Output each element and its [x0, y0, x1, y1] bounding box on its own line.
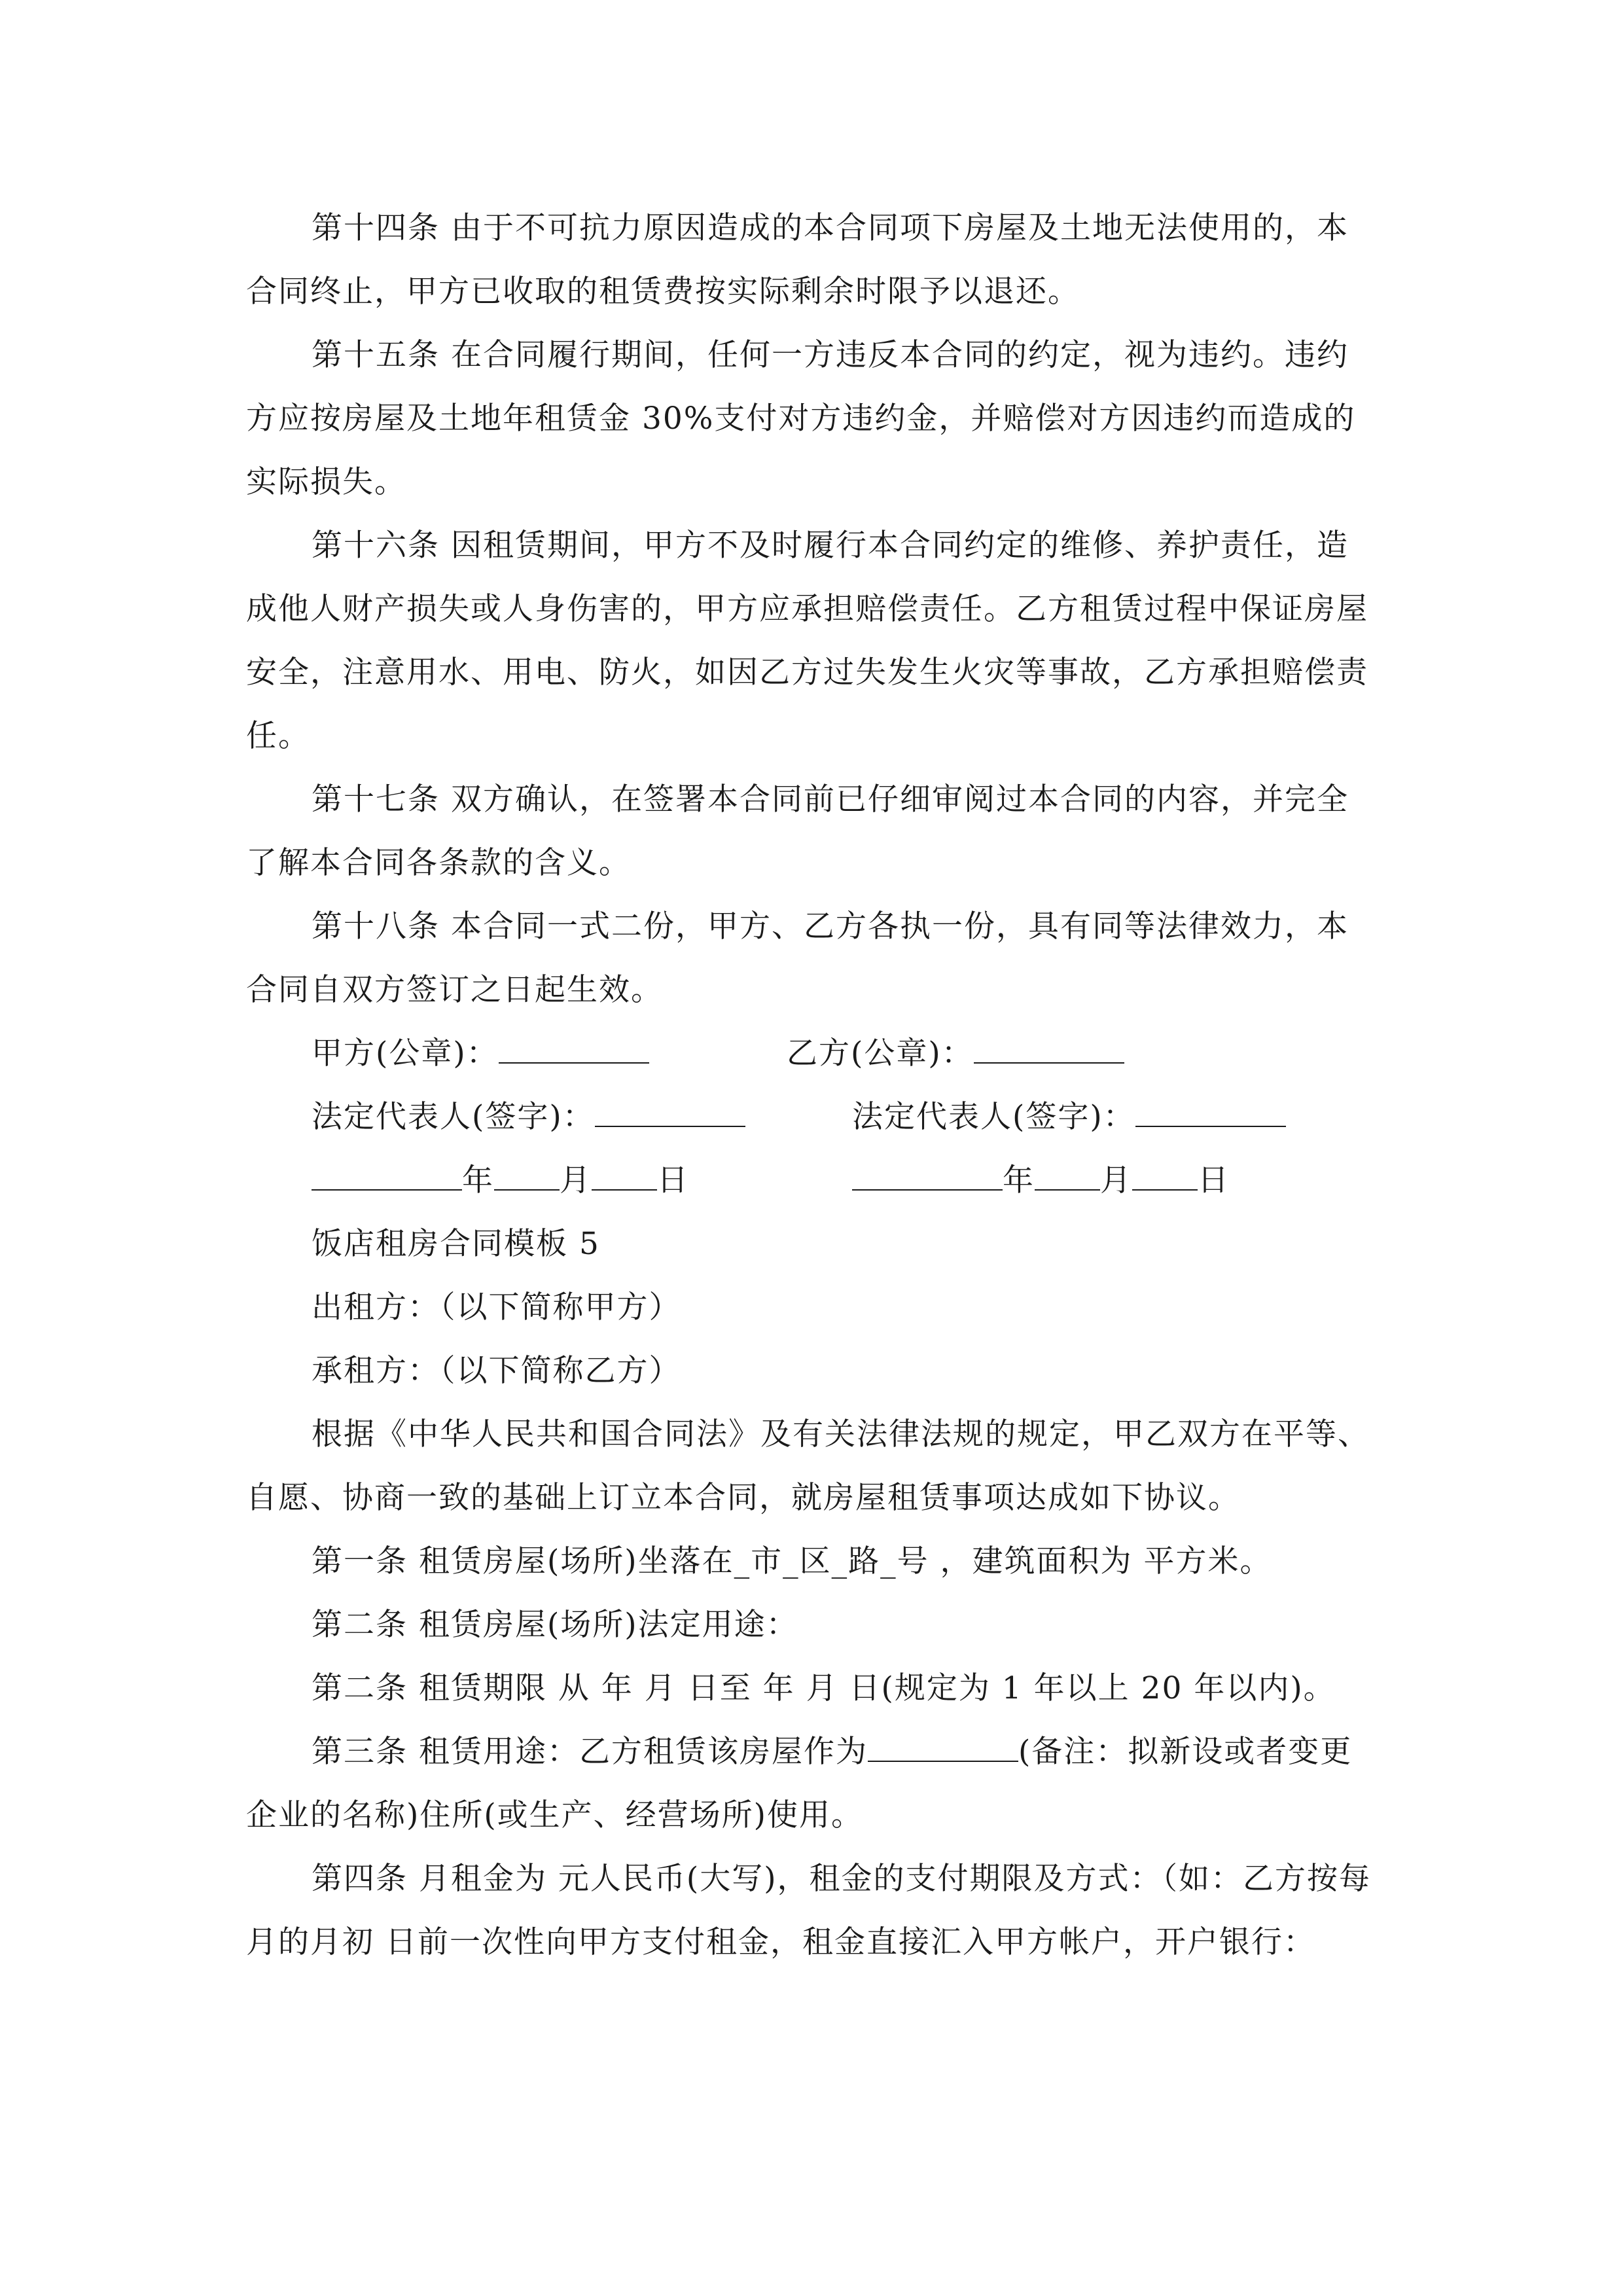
party-b-rep-label: 法定代表人(签字)： — [852, 1099, 1135, 1135]
lessee-line: 承租方：（以下简称乙方） — [312, 1353, 681, 1389]
article-15: 第十五条 在合同履行期间，任何一方违反本合同的约定，视为违约。违约方应按房屋及土地年租赁金 30%支付对方违约金，并赔偿对方因违约而造成的实际损失。 — [246, 337, 1356, 500]
party-a-seal — [312, 1022, 649, 1085]
party-b-day-blank[interactable] — [1132, 1163, 1198, 1191]
party-a-year-blank[interactable] — [312, 1163, 462, 1191]
article-16: 第十六条 因租赁期间，甲方不及时履行本合同约定的维修、养护责任，造成他人财产损失或人身伤害的，甲方应承担赔偿责任。乙方租赁过程中保证房屋安全，注意用水、用电、防火，如因乙方过失发生火灾等事故，乙方承担赔偿责任。 — [246, 528, 1368, 754]
party-a-rep — [312, 1085, 745, 1149]
clause-4: 第四条 月租金为 元人民币(大写)，租金的支付期限及方式：（如：乙方按每 月的月初 日前一次性向甲方支付租金，租金直接汇入甲方帐户，开户银行： — [246, 1861, 1372, 1960]
day-label: 日 — [657, 1162, 689, 1198]
party-a-day-blank[interactable] — [592, 1163, 657, 1191]
party-b-rep — [852, 1085, 1286, 1149]
clause-3 — [246, 1720, 1378, 1847]
article-17: 第十七条 双方确认，在签署本合同前已仔细审阅过本合同的内容，并完全了解本合同各条款的含义。 — [246, 781, 1349, 881]
template-title: 饭店租房合同模板 5 — [312, 1226, 600, 1262]
clause-2-term: 第二条 租赁期限 从 年 月 日至 年 月 日(规定为 1 年以上 20 年以内)。 — [312, 1670, 1336, 1706]
party-a-seal-label: 甲方(公章)： — [312, 1035, 499, 1071]
date-line — [246, 1149, 1378, 1212]
document-page — [246, 196, 1378, 1974]
clause-3-blank[interactable] — [868, 1734, 1018, 1762]
party-a-date — [312, 1149, 689, 1212]
month-label: 月 — [560, 1162, 592, 1198]
party-b-date — [852, 1149, 1230, 1212]
clause-1: 第一条 租赁房屋(场所)坐落在_市_区_路_号 ，建筑面积为 平方米。 — [312, 1543, 1272, 1579]
representative-line — [246, 1085, 1378, 1149]
party-a-month-blank[interactable] — [494, 1163, 560, 1191]
clause-3-text-b: (备注：拟新设或者变更企业的名称)住所(或生产、经营场所)使用。 — [246, 1734, 1353, 1833]
year-label: 年 — [1003, 1162, 1035, 1198]
preamble: 根据《中华人民共和国合同法》及有关法律法规的规定，甲乙双方在平等、自愿、协商一致的基础上订立本合同，就房屋租赁事项达成如下协议。 — [246, 1416, 1370, 1516]
lessor-line: 出租方：（以下简称甲方） — [312, 1289, 681, 1325]
party-b-rep-blank[interactable] — [1135, 1100, 1286, 1127]
year-label: 年 — [462, 1162, 494, 1198]
party-a-seal-blank[interactable] — [499, 1036, 649, 1064]
article-18: 第十八条 本合同一式二份，甲方、乙方各执一份，具有同等法律效力，本合同自双方签订之日起生效。 — [246, 908, 1349, 1008]
month-label: 月 — [1100, 1162, 1132, 1198]
party-a-rep-blank[interactable] — [595, 1100, 745, 1127]
party-b-seal — [787, 1022, 1124, 1085]
party-b-seal-label: 乙方(公章)： — [787, 1035, 974, 1071]
clause-2: 第二条 租赁房屋(场所)法定用途： — [312, 1607, 798, 1643]
party-b-month-blank[interactable] — [1035, 1163, 1100, 1191]
party-b-year-blank[interactable] — [852, 1163, 1003, 1191]
clause-3-text-a: 第三条 租赁用途：乙方租赁该房屋作为 — [312, 1734, 868, 1770]
party-a-rep-label: 法定代表人(签字)： — [312, 1099, 595, 1135]
seal-line — [246, 1022, 1378, 1085]
article-14: 第十四条 由于不可抗力原因造成的本合同项下房屋及土地无法使用的，本合同终止，甲方已收取的租赁费按实际剩余时限予以退还。 — [246, 210, 1349, 310]
party-b-seal-blank[interactable] — [974, 1036, 1124, 1064]
day-label: 日 — [1198, 1162, 1230, 1198]
